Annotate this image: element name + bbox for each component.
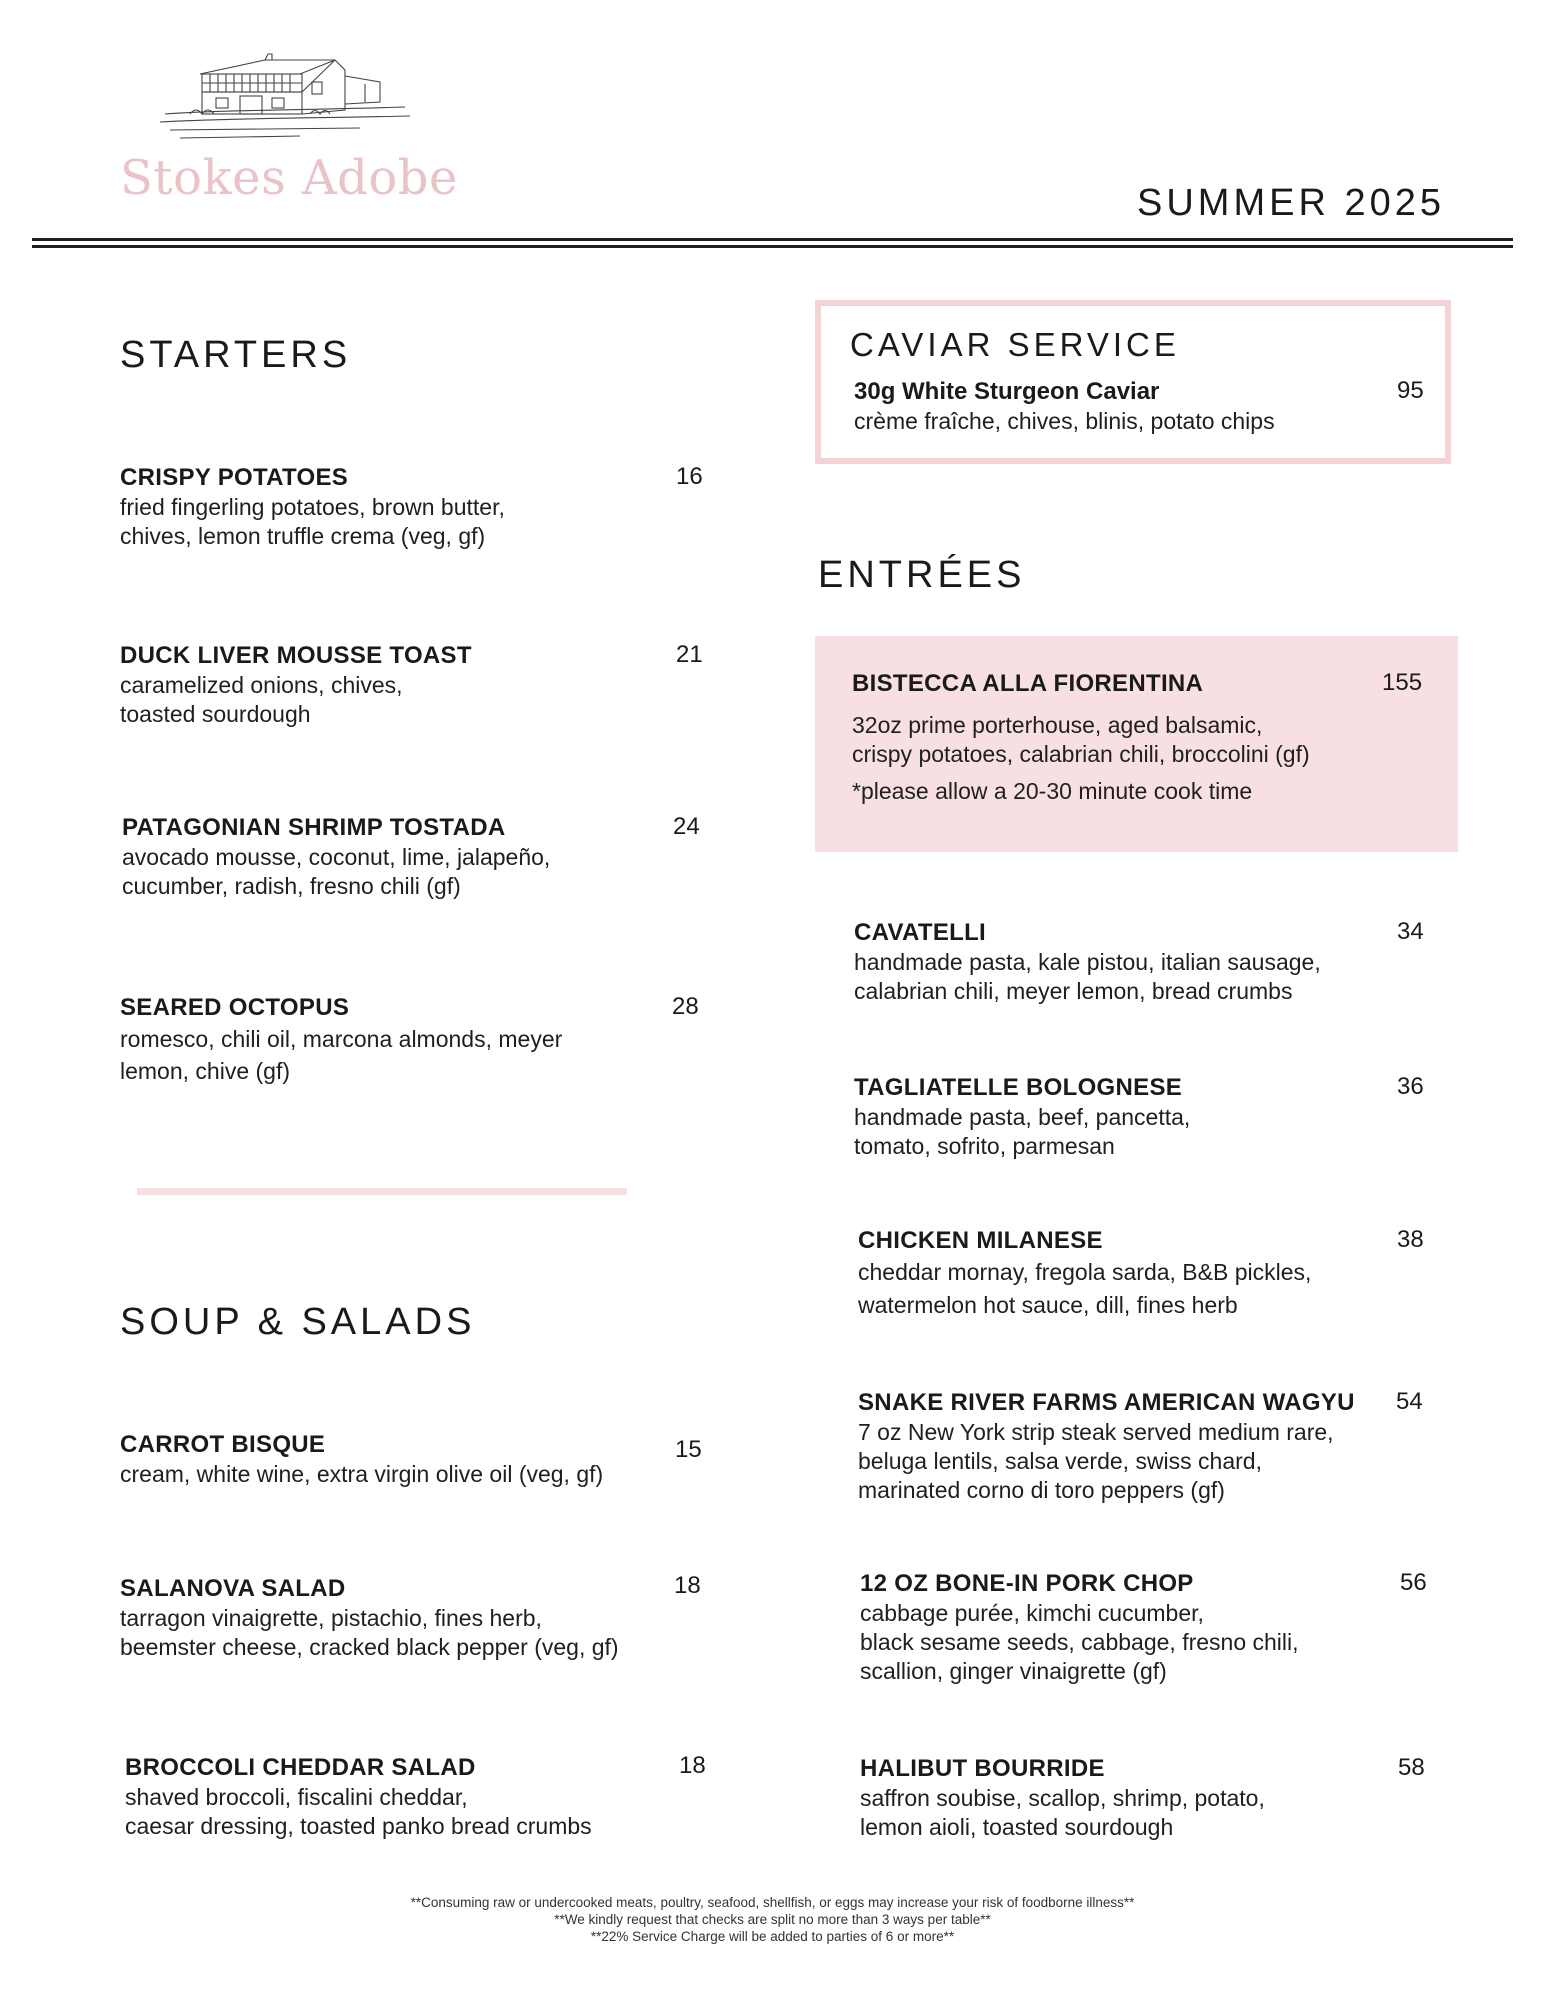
item-price: 21 [676, 641, 703, 668]
item-price: 56 [1400, 1569, 1427, 1596]
item-name: TAGLIATELLE BOLOGNESE [854, 1074, 1183, 1101]
menu-item [120, 993, 562, 1087]
item-description: handmade pasta, kale pistou, italian sausage, calabrian chili, meyer lemon, bread crumbs [854, 949, 1321, 1004]
item-price: 18 [674, 1572, 701, 1599]
section-divider [137, 1188, 627, 1195]
item-description: 7 oz New York strip steak served medium rare, beluga lentils, salsa verde, swiss chard, marinated corno di toro peppers (gf) [858, 1419, 1334, 1503]
section-title-entrees: ENTRÉES [818, 554, 1026, 596]
footer-line: **We kindly request that checks are split no more than 3 ways per table** [554, 1912, 991, 1927]
item-description: caramelized onions, chives, toasted sourdough [120, 672, 403, 727]
item-name: CARROT BISQUE [120, 1431, 326, 1458]
item-price: 15 [675, 1436, 702, 1463]
item-name: HALIBUT BOURRIDE [860, 1755, 1105, 1782]
item-name: DUCK LIVER MOUSSE TOAST [120, 642, 472, 669]
section-title-starters: STARTERS [120, 334, 352, 376]
item-note: *please allow a 20-30 minute cook time [852, 778, 1253, 804]
item-name: BISTECCA ALLA FIORENTINA [852, 670, 1204, 697]
item-description: romesco, chili oil, marcona almonds, meyer lemon, chive (gf) [120, 1026, 563, 1084]
item-description: cabbage purée, kimchi cucumber, black sesame seeds, cabbage, fresno chili, scallion, ginger vinaigrette (gf) [860, 1600, 1299, 1684]
item-description: cheddar mornay, fregola sarda, B&B pickles, watermelon hot sauce, dill, fines herb [858, 1259, 1312, 1318]
item-name: SNAKE RIVER FARMS AMERICAN WAGYU [858, 1389, 1355, 1416]
menu-item [120, 641, 472, 729]
item-name: 12 OZ BONE-IN PORK CHOP [860, 1570, 1194, 1597]
item-description: shaved broccoli, fiscalini cheddar, caesar dressing, toasted panko bread crumbs [125, 1784, 592, 1839]
item-price: 24 [673, 813, 700, 840]
item-description: tarragon vinaigrette, pistachio, fines herb, beemster cheese, cracked black pepper (veg, gf) [120, 1605, 619, 1660]
item-price: 16 [676, 463, 703, 490]
menu-footer-notes [0, 1894, 1545, 1945]
section-title-caviar: CAVIAR SERVICE [850, 326, 1180, 363]
header-rule-bottom [32, 245, 1513, 248]
item-price: 54 [1396, 1388, 1423, 1415]
item-price: 18 [679, 1752, 706, 1779]
item-price: 34 [1397, 918, 1424, 945]
item-name: SALANOVA SALAD [120, 1575, 346, 1602]
menu-item [860, 1569, 1299, 1686]
footer-line: **Consuming raw or undercooked meats, poultry, seafood, shellfish, or eggs may increase your risk of foodborne illness** [410, 1895, 1135, 1910]
item-description: handmade pasta, beef, pancetta, tomato, sofrito, parmesan [854, 1104, 1191, 1159]
footer-line: **22% Service Charge will be added to parties of 6 or more** [590, 1929, 955, 1944]
menu-item [858, 1226, 1311, 1322]
item-price: 95 [1397, 377, 1424, 404]
logo-wordmark: Stokes Adobe [120, 150, 458, 206]
menu-item [120, 463, 505, 551]
item-name: CHICKEN MILANESE [858, 1227, 1103, 1254]
item-description: avocado mousse, coconut, lime, jalapeño, cucumber, radish, fresno chili (gf) [122, 844, 551, 899]
menu-item [854, 918, 1321, 1006]
item-name: SEARED OCTOPUS [120, 994, 350, 1021]
item-description: fried fingerling potatoes, brown butter, chives, lemon truffle crema (veg, gf) [120, 494, 505, 549]
item-description: 32oz prime porterhouse, aged balsamic, crispy potatoes, calabrian chili, broccolini (gf) [852, 712, 1310, 767]
item-price: 38 [1397, 1226, 1424, 1253]
menu-item [122, 813, 550, 901]
menu-item [125, 1753, 592, 1841]
section-title-soup-salads: SOUP & SALADS [120, 1301, 476, 1343]
menu-item [858, 1388, 1355, 1505]
item-name: CRISPY POTATOES [120, 464, 349, 491]
item-name: BROCCOLI CHEDDAR SALAD [125, 1754, 476, 1781]
item-name: 30g White Sturgeon Caviar [854, 378, 1160, 405]
item-description: cream, white wine, extra virgin olive oil (veg, gf) [120, 1461, 604, 1487]
item-price: 28 [672, 993, 699, 1020]
item-price: 155 [1382, 669, 1423, 696]
item-name: PATAGONIAN SHRIMP TOSTADA [122, 814, 506, 841]
menu-season-title: SUMMER 2025 [1137, 182, 1445, 224]
header-rule-top [32, 238, 1513, 241]
adobe-building-illustration [160, 52, 410, 152]
item-price: 36 [1397, 1073, 1424, 1100]
featured-menu-item [852, 669, 1310, 806]
menu-item [854, 1073, 1190, 1161]
menu-item [120, 1430, 603, 1489]
menu-item [854, 377, 1275, 436]
menu-item [860, 1754, 1265, 1842]
item-name: CAVATELLI [854, 919, 987, 946]
item-price: 58 [1398, 1754, 1425, 1781]
item-description: crème fraîche, chives, blinis, potato chips [854, 408, 1275, 434]
item-description: saffron soubise, scallop, shrimp, potato, lemon aioli, toasted sourdough [860, 1785, 1265, 1840]
menu-item [120, 1574, 619, 1662]
